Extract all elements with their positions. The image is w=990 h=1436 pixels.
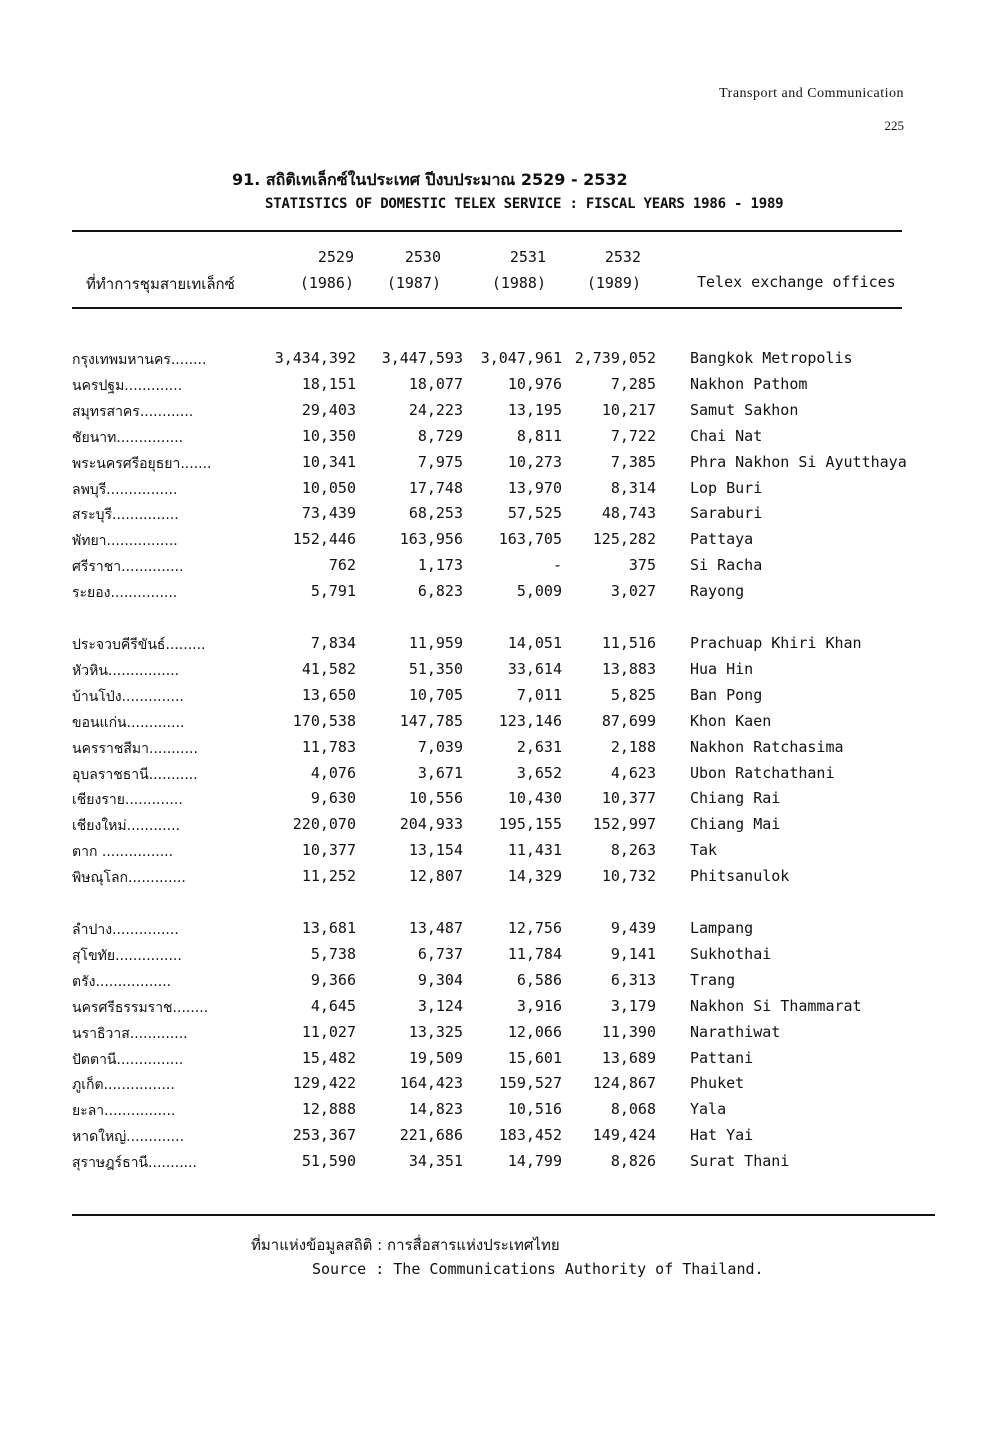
table-row xyxy=(0,789,990,813)
column-header-year-3 xyxy=(466,248,546,292)
value-year-2: 221,686 xyxy=(399,1126,463,1145)
office-name-thai: บ้านโป่ง.............. xyxy=(72,688,184,705)
value-year-3: 163,705 xyxy=(498,530,562,549)
value-year-1: 3,434,392 xyxy=(274,349,356,367)
value-year-2: 3,447,593 xyxy=(381,349,463,367)
value-year-1: 10,050 xyxy=(301,478,356,497)
value-year-2: 7,975 xyxy=(417,452,463,471)
office-name-english: Ban Pong xyxy=(690,685,763,704)
value-year-2: 3,671 xyxy=(417,763,463,782)
value-year-2: 10,705 xyxy=(408,685,463,704)
value-year-3: 10,430 xyxy=(507,789,562,808)
value-year-4: 11,516 xyxy=(601,634,656,652)
office-name-thai: พิษณุโลก............. xyxy=(72,870,186,887)
source-note-english: Source : The Communications Authority of Thailand. xyxy=(312,1260,764,1278)
table-row xyxy=(0,919,990,943)
table-row xyxy=(0,1074,990,1098)
table-row xyxy=(0,634,990,658)
value-year-2: 17,748 xyxy=(408,478,463,497)
office-name-english: Phuket xyxy=(690,1074,745,1093)
office-name-thai: สมุทรสาคร............ xyxy=(72,403,194,420)
value-year-2: 147,785 xyxy=(399,711,463,730)
value-year-2: 13,325 xyxy=(408,1022,463,1041)
value-year-2: 18,077 xyxy=(408,374,463,393)
value-year-2: 51,350 xyxy=(408,659,463,678)
value-year-1: 10,341 xyxy=(301,452,356,471)
value-year-4: 8,314 xyxy=(610,478,656,497)
value-year-4: 13,883 xyxy=(601,659,656,678)
office-name-english: Phitsanulok xyxy=(690,867,790,886)
value-year-2: 8,729 xyxy=(417,426,463,445)
table-row xyxy=(0,453,990,477)
value-year-3: 2,631 xyxy=(516,737,562,756)
value-year-2: 163,956 xyxy=(399,530,463,549)
value-year-1: 9,630 xyxy=(310,789,356,808)
value-year-4: 48,743 xyxy=(601,504,656,523)
value-year-2: 11,959 xyxy=(408,634,463,652)
value-year-1: 9,366 xyxy=(310,970,356,989)
value-year-3: 5,009 xyxy=(516,582,562,601)
value-year-4: 8,826 xyxy=(610,1152,656,1171)
value-year-2: 6,823 xyxy=(417,582,463,601)
table-row xyxy=(0,401,990,425)
value-year-3: 11,784 xyxy=(507,944,562,963)
office-name-english: Hua Hin xyxy=(690,659,754,678)
value-year-2: 204,933 xyxy=(399,815,463,834)
table-row xyxy=(0,1100,990,1124)
value-year-2: 12,807 xyxy=(408,867,463,886)
value-year-1: 13,650 xyxy=(301,685,356,704)
table-top-rule xyxy=(72,230,902,232)
office-name-english: Rayong xyxy=(690,582,745,601)
value-year-3: 3,916 xyxy=(516,996,562,1015)
value-year-2: 1,173 xyxy=(417,556,463,575)
value-year-2: 14,823 xyxy=(408,1100,463,1119)
value-year-1: 7,834 xyxy=(310,634,356,652)
office-name-english: Tak xyxy=(690,841,718,860)
office-name-english: Phra Nakhon Si Ayutthaya xyxy=(690,452,907,471)
value-year-4: 9,141 xyxy=(610,944,656,963)
column-year-thai: 2532 xyxy=(604,248,641,266)
office-name-thai: เชียงใหม่............ xyxy=(72,818,181,835)
value-year-3: 6,586 xyxy=(516,970,562,989)
value-year-4: 11,390 xyxy=(601,1022,656,1041)
value-year-1: 18,151 xyxy=(301,374,356,393)
column-year-thai: 2529 xyxy=(317,248,354,266)
value-year-3: 11,431 xyxy=(507,841,562,860)
office-name-english: Chai Nat xyxy=(690,426,763,445)
office-name-thai: นครศรีธรรมราช........ xyxy=(72,999,209,1016)
value-year-4: 4,623 xyxy=(610,763,656,782)
office-name-english: Bangkok Metropolis xyxy=(690,349,853,367)
office-name-thai: ชัยนาท............... xyxy=(72,429,184,446)
table-row xyxy=(0,427,990,451)
value-year-4: 7,285 xyxy=(610,374,656,393)
office-name-thai: หัวหิน................ xyxy=(72,662,180,679)
value-year-3: - xyxy=(552,556,562,575)
office-name-thai: ลำปาง............... xyxy=(72,922,179,938)
office-name-thai: นครราชสีมา........... xyxy=(72,740,198,757)
value-year-1: 29,403 xyxy=(301,400,356,419)
value-year-4: 3,027 xyxy=(610,582,656,601)
value-year-3: 10,516 xyxy=(507,1100,562,1119)
value-year-3: 14,051 xyxy=(507,634,562,652)
office-name-thai: สระบุรี............... xyxy=(72,507,179,524)
value-year-3: 33,614 xyxy=(507,659,562,678)
value-year-1: 5,738 xyxy=(310,944,356,963)
table-row xyxy=(0,1152,990,1176)
office-name-english: Nakhon Si Thammarat xyxy=(690,996,862,1015)
value-year-2: 10,556 xyxy=(408,789,463,808)
office-name-thai: ปัตตานี............... xyxy=(72,1051,184,1068)
table-row xyxy=(0,349,990,373)
table-row xyxy=(0,1126,990,1150)
value-year-2: 34,351 xyxy=(408,1152,463,1171)
column-header-year-4 xyxy=(561,248,641,292)
value-year-4: 125,282 xyxy=(592,530,656,549)
table-row xyxy=(0,815,990,839)
office-name-thai: ระยอง............... xyxy=(72,585,178,602)
column-year-thai: 2530 xyxy=(404,248,441,266)
value-year-1: 4,076 xyxy=(310,763,356,782)
value-year-3: 13,195 xyxy=(507,400,562,419)
column-year-ad: (1986) xyxy=(299,274,354,292)
value-year-2: 13,487 xyxy=(408,919,463,937)
office-name-english: Surat Thani xyxy=(690,1152,790,1171)
office-name-english: Lop Buri xyxy=(690,478,763,497)
value-year-2: 164,423 xyxy=(399,1074,463,1093)
value-year-4: 149,424 xyxy=(592,1126,656,1145)
value-year-1: 10,350 xyxy=(301,426,356,445)
value-year-3: 3,047,961 xyxy=(480,349,562,367)
table-header-rule xyxy=(72,307,902,309)
value-year-3: 123,146 xyxy=(498,711,562,730)
source-note-thai: ที่มาแห่งข้อมูลสถิติ : การสื่อสารแห่งประเทศไทย xyxy=(251,1236,560,1254)
table-row xyxy=(0,1023,990,1047)
office-name-english: Nakhon Ratchasima xyxy=(690,737,844,756)
value-year-1: 11,252 xyxy=(301,867,356,886)
office-name-english: Pattani xyxy=(690,1048,754,1067)
value-year-3: 12,756 xyxy=(507,919,562,937)
office-name-english: Nakhon Pathom xyxy=(690,374,808,393)
value-year-3: 159,527 xyxy=(498,1074,562,1093)
value-year-2: 68,253 xyxy=(408,504,463,523)
column-header-office-thai: ที่ทำการชุมสายเทเล็กซ์ xyxy=(86,275,235,293)
table-row xyxy=(0,582,990,606)
office-name-english: Lampang xyxy=(690,919,754,937)
value-year-4: 7,722 xyxy=(610,426,656,445)
office-name-english: Ubon Ratchathani xyxy=(690,763,835,782)
office-name-english: Chiang Mai xyxy=(690,815,781,834)
value-year-4: 8,263 xyxy=(610,841,656,860)
value-year-1: 152,446 xyxy=(292,530,356,549)
table-row xyxy=(0,479,990,503)
value-year-4: 6,313 xyxy=(610,970,656,989)
table-title-thai: 91. สถิติเทเล็กซ์ในประเทศ ปีงบประมาณ 2529 - 2532 xyxy=(232,170,628,189)
office-name-english: Hat Yai xyxy=(690,1126,754,1145)
value-year-4: 13,689 xyxy=(601,1048,656,1067)
office-name-thai: เชียงราย............. xyxy=(72,792,183,809)
value-year-3: 14,329 xyxy=(507,867,562,886)
office-name-thai: ขอนแก่น............. xyxy=(72,714,185,731)
value-year-1: 253,367 xyxy=(292,1126,356,1145)
value-year-4: 8,068 xyxy=(610,1100,656,1119)
value-year-3: 13,970 xyxy=(507,478,562,497)
value-year-1: 220,070 xyxy=(292,815,356,834)
value-year-3: 10,976 xyxy=(507,374,562,393)
value-year-4: 9,439 xyxy=(610,919,656,937)
value-year-1: 129,422 xyxy=(292,1074,356,1093)
table-row xyxy=(0,971,990,995)
value-year-4: 5,825 xyxy=(610,685,656,704)
value-year-2: 24,223 xyxy=(408,400,463,419)
value-year-3: 7,011 xyxy=(516,685,562,704)
value-year-1: 5,791 xyxy=(310,582,356,601)
value-year-2: 6,737 xyxy=(417,944,463,963)
office-name-thai: นครปฐม............. xyxy=(72,377,183,394)
office-name-english: Prachuap Khiri Khan xyxy=(690,634,862,652)
table-row xyxy=(0,530,990,554)
value-year-3: 183,452 xyxy=(498,1126,562,1145)
column-year-ad: (1988) xyxy=(491,274,546,292)
value-year-4: 7,385 xyxy=(610,452,656,471)
value-year-1: 11,783 xyxy=(301,737,356,756)
office-name-thai: ประจวบคีรีขันธ์......... xyxy=(72,637,206,653)
column-header-year-2 xyxy=(361,248,441,292)
value-year-1: 41,582 xyxy=(301,659,356,678)
value-year-4: 375 xyxy=(628,556,656,575)
office-name-thai: พัทยา................ xyxy=(72,533,178,550)
column-year-thai: 2531 xyxy=(509,248,546,266)
office-name-thai: ภูเก็ต................ xyxy=(72,1077,175,1094)
table-row xyxy=(0,867,990,891)
table-bottom-rule xyxy=(72,1214,935,1216)
table-row xyxy=(0,686,990,710)
value-year-1: 762 xyxy=(328,556,356,575)
table-row xyxy=(0,945,990,969)
office-name-thai: อุบลราชธานี........... xyxy=(72,766,198,783)
office-name-english: Trang xyxy=(690,970,736,989)
table-row xyxy=(0,375,990,399)
value-year-1: 170,538 xyxy=(292,711,356,730)
value-year-1: 51,590 xyxy=(301,1152,356,1171)
value-year-1: 15,482 xyxy=(301,1048,356,1067)
value-year-3: 15,601 xyxy=(507,1048,562,1067)
value-year-4: 10,732 xyxy=(601,867,656,886)
office-name-english: Samut Sakhon xyxy=(690,400,799,419)
table-row xyxy=(0,1049,990,1073)
value-year-2: 13,154 xyxy=(408,841,463,860)
office-name-thai: ศรีราชา.............. xyxy=(72,559,184,576)
page-number: 225 xyxy=(884,118,904,133)
office-name-thai: หาดใหญ่............. xyxy=(72,1129,185,1146)
running-header: Transport and Communication xyxy=(719,86,904,101)
table-row xyxy=(0,556,990,580)
value-year-1: 4,645 xyxy=(310,996,356,1015)
office-name-thai: ลพบุรี................ xyxy=(72,481,178,498)
table-row xyxy=(0,712,990,736)
value-year-2: 3,124 xyxy=(417,996,463,1015)
office-name-english: Saraburi xyxy=(690,504,763,523)
table-row xyxy=(0,841,990,865)
value-year-2: 19,509 xyxy=(408,1048,463,1067)
value-year-4: 124,867 xyxy=(592,1074,656,1093)
value-year-3: 57,525 xyxy=(507,504,562,523)
value-year-3: 14,799 xyxy=(507,1152,562,1171)
value-year-1: 12,888 xyxy=(301,1100,356,1119)
office-name-english: Chiang Rai xyxy=(690,789,781,808)
value-year-3: 12,066 xyxy=(507,1022,562,1041)
column-header-office-english: Telex exchange offices xyxy=(697,273,896,291)
value-year-3: 195,155 xyxy=(498,815,562,834)
value-year-1: 10,377 xyxy=(301,841,356,860)
table-row xyxy=(0,997,990,1021)
office-name-thai: พระนครศรีอยุธยา....... xyxy=(72,455,212,472)
value-year-3: 8,811 xyxy=(516,426,562,445)
table-row xyxy=(0,660,990,684)
value-year-4: 2,188 xyxy=(610,737,656,756)
office-name-thai: นราธิวาส............. xyxy=(72,1025,188,1042)
office-name-thai: กรุงเทพมหานคร........ xyxy=(72,352,207,368)
value-year-4: 3,179 xyxy=(610,996,656,1015)
office-name-english: Pattaya xyxy=(690,530,754,549)
value-year-1: 13,681 xyxy=(301,919,356,937)
value-year-4: 10,377 xyxy=(601,789,656,808)
office-name-english: Sukhothai xyxy=(690,944,772,963)
table-row xyxy=(0,738,990,762)
column-year-ad: (1989) xyxy=(586,274,641,292)
office-name-thai: ตาก ................ xyxy=(72,844,174,861)
value-year-1: 11,027 xyxy=(301,1022,356,1041)
office-name-english: Khon Kaen xyxy=(690,711,772,730)
office-name-thai: สุโขทัย............... xyxy=(72,947,182,964)
value-year-4: 2,739,052 xyxy=(574,349,656,367)
value-year-2: 7,039 xyxy=(417,737,463,756)
office-name-english: Si Racha xyxy=(690,556,763,575)
table-row xyxy=(0,504,990,528)
value-year-2: 9,304 xyxy=(417,970,463,989)
value-year-4: 87,699 xyxy=(601,711,656,730)
value-year-4: 10,217 xyxy=(601,400,656,419)
table-title-english: STATISTICS OF DOMESTIC TELEX SERVICE : FISCAL YEARS 1986 - 1989 xyxy=(265,196,784,212)
table-row xyxy=(0,764,990,788)
value-year-3: 3,652 xyxy=(516,763,562,782)
office-name-english: Yala xyxy=(690,1100,727,1119)
column-year-ad: (1987) xyxy=(386,274,441,292)
value-year-4: 152,997 xyxy=(592,815,656,834)
office-name-english: Narathiwat xyxy=(690,1022,781,1041)
column-header-year-1 xyxy=(274,248,354,292)
value-year-1: 73,439 xyxy=(301,504,356,523)
value-year-3: 10,273 xyxy=(507,452,562,471)
office-name-thai: ตรัง................. xyxy=(72,973,172,990)
office-name-thai: สุราษฎร์ธานี........... xyxy=(72,1155,198,1172)
office-name-thai: ยะลา................ xyxy=(72,1103,176,1120)
